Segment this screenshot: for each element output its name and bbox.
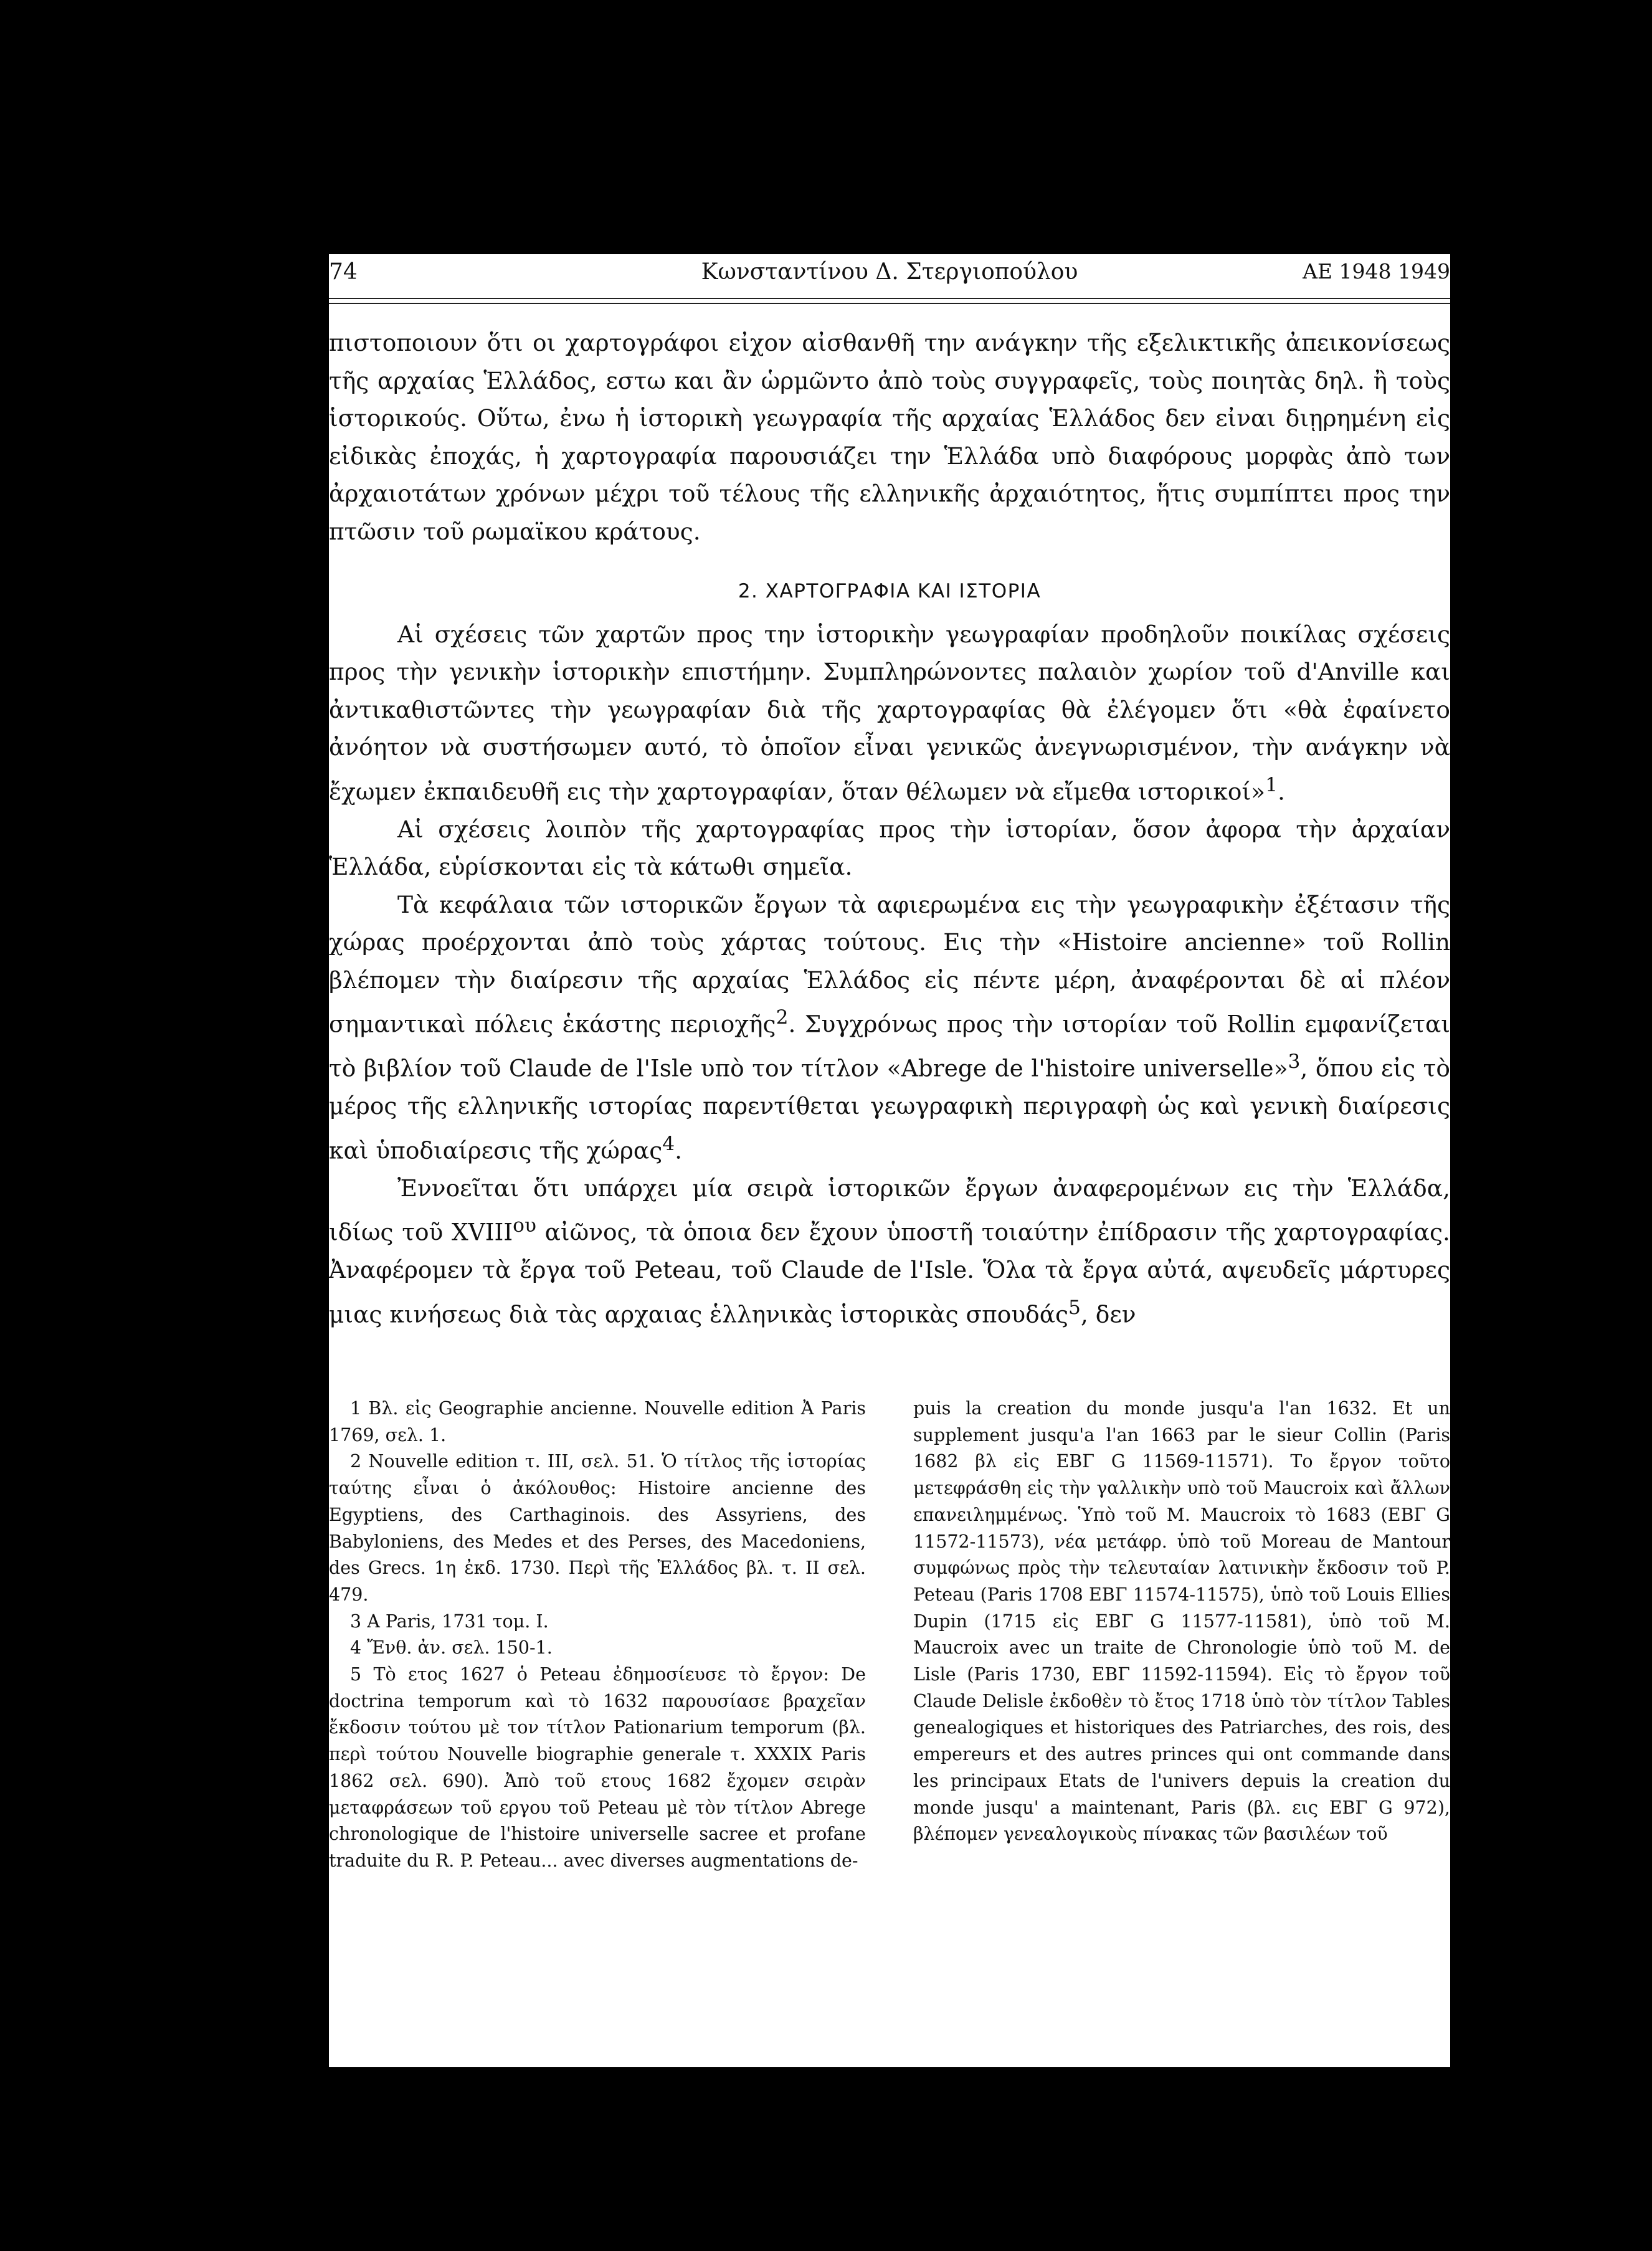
header-double-rule (329, 298, 1450, 304)
main-text (329, 324, 1450, 1333)
journal-reference: ΑΕ 1948 1949 (1303, 259, 1450, 283)
paragraph-4 (329, 886, 1450, 1169)
paragraph-1: πιστοποιουν ὅτι οι χαρτογράφοι εἰχον αἰσθανθῆ την ανάγκην τῆς εξελικτικῆς ἀπεικονίσεως τῆς αρχαίας Ἑλλάδος, εστω και ἂν ὡρμῶντο ἀπὸ τοὺς συγγραφεῖς, τοὺς ποιητὰς δηλ. ἢ τοὺς ἱστορικούς. Οὕτω, ἐνω ἡ ἱστορικὴ γεωγραφία τῆς αρχαίας Ἑλλάδος δεν εἰναι διῃρημένη εἰς εἰδικὰς ἐποχάς, ἡ χαρτογραφία παρουσιάζει την Ἑλλάδα υπὸ διαφόρους μορφὰς ἀπὸ των ἀρχαιοτάτων χρόνων μέχρι τοῦ τέλους τῆς ελληνικῆς ἀρχαιότητος, ἥτις συμπίπτει προς την πτῶσιν τοῦ ρωμαϊκου κράτους. (329, 329, 1450, 545)
footnote-4: 4 Ἔνθ. ἀν. σελ. 150-1. (350, 1637, 553, 1659)
footnote-ref-1: 1 (1265, 773, 1278, 796)
paragraph-4-text-c: , ὅπου εἰς τὸ μέρος τῆς ελληνικῆς ιστορίας παρεντίθεται γεωγραφικὴ περιγραφὴ ὡς καὶ γενικὴ διαίρεσις καὶ ὑποδιαίρεσις τῆς χώρας (329, 1054, 1450, 1164)
paragraph-2 (329, 616, 1450, 811)
footnote-3: 3 A Paris, 1731 τομ. I. (350, 1611, 549, 1632)
footnote-5: 5 Τὸ ετος 1627 ὁ Peteau ἐδημοσίευσε τὸ ἔργον: De doctrina temporum καὶ τὸ 1632 παρουσίασε βραχεῖαν ἔκδοσιν τούτου μὲ τον τίτλον Pationarium temporum (βλ. περὶ τούτου Nouvelle biographie generale τ. XXXIX Paris 1862 σελ. 690). Ἀπὸ τοῦ ετους 1682 ἔχομεν σειρὰν μεταφράσεων τοῦ εργου τοῦ Peteau μὲ τὸν τίτλον Abrege chronologique de l'histoire universelle sacree et profane traduite du R. P. Peteau... avec diverses augmentations de- (329, 1664, 866, 1871)
footnotes-left-column (329, 1396, 866, 1875)
footnote-ref-2: 2 (776, 1006, 789, 1029)
paragraph-5-text-a: Ἐννοεῖται ὅτι υπάρχει μία σειρὰ ἱστορικῶν ἔργων ἀναφερομένων εις τὴν Ἑλλάδα, ιδίως τοῦ XVIII (329, 1174, 1450, 1246)
century-superscript: ου (513, 1214, 536, 1237)
footnote-ref-4: 4 (662, 1132, 675, 1155)
paragraph-4-text-a: Τὰ κεφάλαια τῶν ιστορικῶν ἔργων τὰ αφιερωμένα εις τὴν γεωγραφικὴν ἐξέτασιν τῆς χώρας προέρχονται ἀπὸ τοὺς χάρτας τούτους. Εις τὴν «Histoire ancienne» τοῦ Rollin βλέπομεν τὴν διαίρεσιν τῆς αρχαίας Ἑλλάδος εἰς πέντε μέρη, ἀναφέρονται δὲ αἱ πλέον σημαντικαὶ πόλεις ἑκάστης περιοχῆς (329, 890, 1450, 1038)
paragraph-5 (329, 1169, 1450, 1333)
footnote-ref-3: 3 (1288, 1050, 1301, 1073)
paragraph-2-text: Αἱ σχέσεις τῶν χαρτῶν προς την ἱστορικὴν γεωγραφίαν προδηλοῦν ποικίλας σχέσεις προς τὴν γενικὴν ἱστορικὴν επιστήμην. Συμπληρώνοντες παλαιὸν χωρίον τοῦ d'Anville και ἀντικαθιστῶντες τὴν γεωγραφίαν διὰ τῆς χαρτογραφίας θὰ ἐλέγομεν ὅτι «θὰ ἐφαίνετο ἀνόητον νὰ συστήσωμεν αυτό, τὸ ὁποῖον εἶναι γενικῶς ἀνεγνωρισμένον, τὴν ανάγκην νὰ ἔχωμεν ἐκπαιδευθῆ εις τὴν χαρτογραφίαν, ὅταν θέλωμεν νὰ εἴμεθα ιστορικοί» (329, 620, 1450, 805)
paragraph-4-text-b: . Συγχρόνως προς τὴν ιστορίαν τοῦ Rollin εμφανίζεται τὸ βιβλίον τοῦ Claude de l'Isle υπὸ τον τίτλον «Abrege de l'histoire universelle» (329, 1010, 1450, 1082)
document-page (329, 254, 1450, 2067)
paragraph-4-text-d: . (675, 1136, 683, 1164)
running-title: Κωνσταντίνου Δ. Στεργιοπούλου (701, 259, 1078, 285)
paragraph-5-text-c: , δεν (1080, 1300, 1136, 1328)
footnotes-right-column (913, 1396, 1450, 1848)
paragraph-2-end: . (1278, 778, 1285, 805)
footnote-ref-5: 5 (1068, 1296, 1081, 1319)
running-header (329, 259, 1450, 290)
footnote-1: 1 Βλ. εἰς Geographie ancienne. Nouvelle edition Ἀ Paris 1769, σελ. 1. (329, 1398, 866, 1445)
paragraph-3: Αἱ σχέσεις λοιπὸν τῆς χαρτογραφίας προς τὴν ἱστορίαν, ὅσον ἀφορα τὴν ἀρχαίαν Ἑλλάδα, εὑρίσκονται εἰς τὰ κάτωθι σημεῖα. (329, 815, 1450, 880)
page-number: 74 (329, 259, 358, 285)
footnote-5-continued: puis la creation du monde jusqu'a l'an 1632. Et un supplement jusqu'a l'an 1663 par le sieur Collin (Paris 1682 βλ εἰς ΕΒΓ G 11569-11571). Το ἔργον τοῦτο μετεφράσθη εἰς τὴν γαλλικὴν υπὸ τοῦ Maucroix καὶ ἄλλων επανειλημμένως. Ὑπὸ τοῦ Μ. Maucroix τὸ 1683 (ΕΒΓ G 11572-11573), νέα μετάφρ. ὑπὸ τοῦ Moreau de Mantour συμφώνως πρὸς τὴν τελευταίαν λατινικὴν ἔκδοσιν τοῦ P. Peteau (Paris 1708 ΕΒΓ 11574-11575), ὑπὸ τοῦ Louis Ellies Dupin (1715 εἰς ΕΒΓ G 11577-11581), ὑπὸ τοῦ Μ. Maucroix avec un traite de Chronologie ὑπὸ τοῦ M. de Lisle (Paris 1730, ΕΒΓ 11592-11594). Εἰς τὸ ἔργον τοῦ Claude Delisle ἐκδοθὲν τὸ ἔτος 1718 ὑπὸ τὸν τίτλον Tables genealogiques et historiques des Patriarches, des rois, des empereurs et des autres princes qui ont commande dans les principaux Etats de l'univers depuis la creation du monde jusqu' a maintenant, Paris (βλ. εις ΕΒΓ G 972), βλέπομεν γενεαλογικοὺς πίνακας τῶν βασιλέων τοῦ (913, 1398, 1450, 1845)
footnotes (329, 1396, 1450, 2065)
paragraph-5-text-b: αἰῶνος, τὰ ὁποια δεν ἔχουν ὑποστῆ τοιαύτην ἐπίδρασιν τῆς χαρτογραφίας. Ἀναφέρομεν τὰ ἔργα τοῦ Peteau, τοῦ Claude de l'Isle. Ὅλα τὰ ἔργα αὐτά, αψευδεῖς μάρτυρες μιας κινήσεως διὰ τὰς αρχαιας ἑλληνικὰς ἱστορικὰς σπουδάς (329, 1218, 1450, 1328)
section-heading: 2. ΧΑΡΤΟΓΡΑΦΙΑ ΚΑΙ ΙΣΤΟΡΙΑ (738, 580, 1042, 602)
footnote-2: 2 Nouvelle edition τ. III, σελ. 51. Ὁ τίτλος τῆς ἱστορίας ταύτης εἶναι ὁ ἀκόλουθος: Histoire ancienne des Egyptiens, des Carthaginois. des Assyriens, des Babyloniens, des Medes et des Perses, des Macedoniens, des Grecs. 1η ἐκδ. 1730. Περὶ τῆς Ἑλλάδος βλ. τ. II σελ. 479. (329, 1451, 866, 1605)
